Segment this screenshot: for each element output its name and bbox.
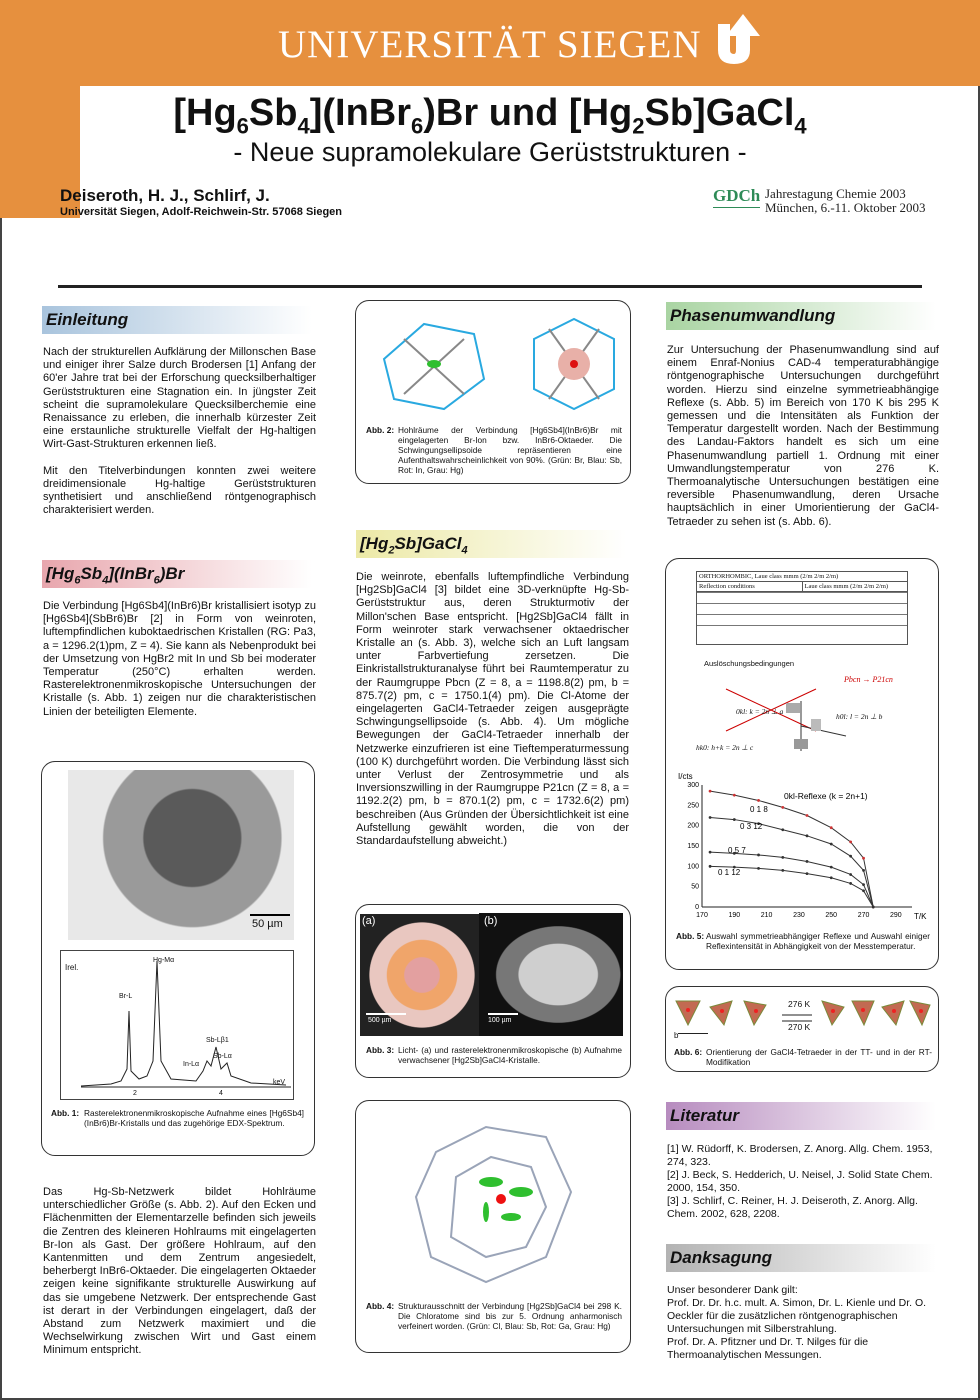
spectrum-unit: keV xyxy=(273,1079,286,1086)
abb1-caption: Rasterelektronenmikroskopische Aufnahme eines [Hg6Sb4](InBr6)Br-Kristalls und das zugehörige EDX-Spektrum. xyxy=(84,1108,304,1128)
data-point xyxy=(849,873,852,876)
group-change: Pbcn → P21cn xyxy=(844,675,893,684)
danksagung-line-3: Prof. Dr. A. Pfitzner und Dr. T. Nilges für die Thermoanalytischen Messungen. xyxy=(667,1336,869,1361)
y-tick-label: 150 xyxy=(687,843,699,850)
series-label: 0 1 12 xyxy=(718,868,741,877)
data-point xyxy=(830,876,833,879)
einleitung-text xyxy=(43,346,316,517)
figure-abb2 xyxy=(355,300,631,484)
condition-hk0: hk0: h+k = 2n ⊥ c xyxy=(696,743,754,752)
data-point xyxy=(830,843,833,846)
y-tick-label: 0 xyxy=(695,904,699,911)
chart-title: 0kl-Reflexe (k = 2n+1) xyxy=(784,791,868,801)
university-name: UNIVERSITÄT SIEGEN xyxy=(278,23,702,66)
y-tick-label: 50 xyxy=(691,883,699,891)
conference-info xyxy=(765,187,926,215)
data-point xyxy=(757,799,760,802)
data-point xyxy=(862,869,865,872)
poster-subtitle: - Neue supramolekulare Gerüststrukturen - xyxy=(233,137,747,167)
data-point xyxy=(781,856,784,859)
reflection-table xyxy=(696,571,908,645)
temp-up: 276 K xyxy=(788,999,811,1009)
x-tick-label: 270 xyxy=(857,912,870,919)
data-point xyxy=(781,828,784,831)
y-axis-label: I/cts xyxy=(678,772,693,781)
b-axis-arrow xyxy=(678,1033,708,1034)
x-tick-label: 250 xyxy=(825,912,838,919)
data-point xyxy=(830,826,833,829)
university-logo-icon xyxy=(712,10,774,68)
data-point xyxy=(806,860,809,863)
spectrum-ylabel: Irel. xyxy=(65,963,79,972)
reference-3: [3] J. Schlirf, C. Reiner, H. J. Deiseroth, Z. Anorg. Allg. Chem. 2002, 628, 2208. xyxy=(667,1195,918,1220)
peak-sb-lb1: Sb-Lβ1 xyxy=(206,1037,229,1044)
data-point xyxy=(830,866,833,869)
scale-label-b: 100 µm xyxy=(488,1017,512,1024)
tick-4: 4 xyxy=(219,1090,223,1097)
gdch-underline xyxy=(713,207,760,208)
y-tick-label: 100 xyxy=(687,863,699,871)
figure-abb1 xyxy=(41,761,315,1156)
tick-2: 2 xyxy=(133,1090,137,1097)
intensity-chart xyxy=(674,767,936,927)
cavity-structures xyxy=(364,309,624,419)
x-axis-label: T/K xyxy=(914,912,927,921)
data-point xyxy=(806,814,809,817)
data-point xyxy=(806,834,809,837)
abb3-label: Abb. 3: xyxy=(366,1045,395,1055)
abb2-label: Abb. 2: xyxy=(366,425,395,435)
y-tick-label: 200 xyxy=(687,822,699,830)
table-title: ORTHORHOMBIC, Laue class mmm (2/m 2/m 2/m) xyxy=(697,572,907,582)
data-point xyxy=(862,883,865,886)
conference-place-date: München, 6.-11. Oktober 2003 xyxy=(765,200,926,215)
abb4-label: Abb. 4: xyxy=(366,1301,395,1311)
data-point xyxy=(733,794,736,797)
structure-fragment xyxy=(396,1117,596,1287)
data-point xyxy=(849,841,852,844)
abb6-caption: Orientierung der GaCl4-Tetraeder in der TT- und in der RT-Modifikation xyxy=(706,1047,932,1067)
heading-einleitung: Einleitung xyxy=(42,306,312,334)
figure-abb3 xyxy=(355,904,631,1078)
data-point xyxy=(757,854,760,857)
danksagung-line-1: Unser besonderer Dank gilt: xyxy=(667,1284,798,1296)
scale-bar-b xyxy=(488,1013,518,1015)
series-label: 0 5 7 xyxy=(728,846,746,855)
figure-abb5 xyxy=(665,558,939,970)
header-rule xyxy=(58,285,922,288)
data-point xyxy=(709,790,712,793)
affiliation: Universität Siegen, Adolf-Reichwein-Str. 57068 Siegen xyxy=(60,206,343,218)
y-tick-label: 250 xyxy=(687,802,699,810)
scale-bar-a xyxy=(366,1013,406,1015)
scale-label-a: 500 µm xyxy=(368,1017,392,1024)
scale-bar xyxy=(250,914,290,916)
abb3-caption: Licht- (a) und rasterelektronenmikroskopische (b) Aufnahme verwachsener [Hg2Sb]GaCl4-Kristalle. xyxy=(398,1045,622,1065)
series-line xyxy=(710,818,873,907)
abb1-label: Abb. 1: xyxy=(51,1108,80,1118)
series-line xyxy=(710,852,873,907)
data-point xyxy=(781,806,784,809)
series-label: 0 3 12 xyxy=(740,822,763,831)
einleitung-paragraph-2: Mit den Titelverbindungen konnten zwei weitere dreidimensionale Hg-haltige Gerüststrukturen synthetisiert und anschließend röntgenographisch charakterisiert werden. xyxy=(43,464,316,517)
data-point xyxy=(806,872,809,875)
table-sub1: Reflection conditions xyxy=(697,582,803,591)
data-point xyxy=(709,816,712,819)
y-tick-label: 300 xyxy=(687,782,699,789)
danksagung-text xyxy=(667,1284,939,1362)
phase-text: Zur Untersuchung der Phasenumwandlung sind auf einem Enraf-Nonius CAD-4 temperaturabhängige röntgenographische Untersuchungen durchgeführt worden. Hierzu sind einzelne symmetrieabhängige Reflexe (s. Abb. 5) im Bereich von 170 K bis 295 K gemessen und die Intensitäten als Funktion der Temperatur dargestellt worden. Nach der Bestimmung des Landau-Faktors handelt es sich um eine Phasenumwandlung partiell 1. Ordnung mit einer Umwandlungstemperatur von 276 K. Thermoanalytische Untersuchungen bestätigen eine reversible Phasenumwandlung, deren Ursache hauptsächlich in einer Umorientierung der GaCl4-Tetraeder zu sehen ist (s. Abb. 6). xyxy=(667,344,939,528)
heading-phasenumwandlung: Phasenumwandlung xyxy=(666,302,936,330)
heading-danksagung: Danksagung xyxy=(666,1244,936,1272)
aus-label: Auslöschungsbedingungen xyxy=(704,659,795,668)
panel-b-label: (b) xyxy=(484,915,498,927)
b-axis-label: b xyxy=(674,1031,679,1040)
data-point xyxy=(781,869,784,872)
peak-br-l: Br-L xyxy=(119,993,133,1000)
x-tick-label: 170 xyxy=(696,912,708,919)
conference-name: Jahrestagung Chemie 2003 xyxy=(765,186,906,201)
figure-abb4 xyxy=(355,1100,631,1353)
abb5-caption: Auswahl symmetrieabhängiger Reflexe und Auswahl einiger Reflexintensität in Abhängigkeit von der Messtemperatur. xyxy=(706,931,930,951)
hg6sb4-text-2: Das Hg-Sb-Netzwerk bildet Hohlräume unterschiedlicher Größe (s. Abb. 2). Auf den Ecken und Flächenmitten der Elementarzelle befinden sich jeweils die Zentren des kleineren Hohlraums mit eingelagerten Br-Ion als Gast. Der größere Hohlraum, auf den Kantenmitten und dem Zentrum angesiedelt, beherbergt InBr6-Oktaeder. Die eingelagerten Oktaeder zeigen keine signifikante strukturelle Auswirkung auf das sie umgebene Netzwerk. Der entsprechende Gast ist derart in der Verbindungen eingelagert, daß der Abstand zum Netzwerk maximiert und die Wechselwirkung zwischen Wirt und Gast einem Minimum entspricht. xyxy=(43,1186,316,1357)
danksagung-line-2: Prof. Dr. Dr. h.c. mult. A. Simon, Dr. L. Kienle und Dr. O. Oeckler für die zusätzlichen röntgenographischen Untersuchungen mit Silberstrahlung. xyxy=(667,1297,927,1335)
data-point xyxy=(733,818,736,821)
series-label: 0 1 8 xyxy=(750,805,768,814)
peak-sb-la: Sb-Lα xyxy=(213,1053,232,1060)
gdch-logo: GDCh xyxy=(713,186,761,205)
reference-list xyxy=(667,1143,939,1221)
data-point xyxy=(849,882,852,885)
hg2sb-text: Die weinrote, ebenfalls luftempfindliche Verbindung [Hg2Sb]GaCl4 [3] bildet eine 3D-verknüpfte Hg-Sb-Gerüststruktur aus, deren Strukturmotiv der Millon'schen Base entspricht. [Hg2Sb]GaCl4 fällt in Form weinroter stark verwachsener oktaedrischer Kristalle an (s. Abb. 3), welche sich an Luft langsam unter Farbvertiefung zersetzen. Die Einkristallstrukturanalyse führt bei Raumtemperatur zu der Raumgruppe Pbcn (Z = 8, a = 1198.8(2) pm, b = 875.7(2) pm, c = 1750.1(4) pm). Die Cl-Atome der eingelagerten GaCl4-Tetraeder zeigen ausgeprägte Schwingungsellipsoide (s. Abb. 4). Um mögliche Bewegungen der GaCl4-Tetraeder innerhalb der Netzwerke einzufrieren ist eine Tieftemperaturmessung (100 K) durchgeführt worden. Die Verbindung lässt sich unter Verlust der Zentrosymmetrie und als Inversionszwilling in der Raumgruppe P21cn (Z = 8, a = 1192.2(2) pm, b = 870.1(2) pm, c = 1732.6(2) pm) beschreiben (Aus Gründen der Übersichtlichkeit ist eine Aufstellung gewählt worden, die von der Standardaufstellung abweicht.) xyxy=(356,571,629,848)
temp-down: 270 K xyxy=(788,1022,811,1032)
x-tick-label: 190 xyxy=(728,912,741,919)
data-point xyxy=(757,867,760,870)
heading-hg2sb: $[Hg_2Sb]GaCl_4$ xyxy=(356,530,626,558)
data-point xyxy=(849,855,852,858)
x-tick-label: 210 xyxy=(760,912,773,919)
panel-a-label: (a) xyxy=(362,915,376,927)
heading-literatur: Literatur xyxy=(666,1102,936,1130)
peak-in-la: In-Lα xyxy=(183,1061,200,1068)
abb4-caption: Strukturausschnitt der Verbindung [Hg2Sb]GaCl4 bei 298 K. Die Chloratome sind bis zur 5. Ordnung anharmonisch verfeinert worden. (Grün: Cl, Blau: Sb, Rot: Ga, Grau: Hg) xyxy=(398,1301,622,1331)
peak-hg-ma: Hg-Mα xyxy=(153,957,175,964)
table-body xyxy=(697,592,907,636)
abb6-label: Abb. 6: xyxy=(674,1047,703,1057)
einleitung-paragraph-1: Nach der strukturellen Aufklärung der Millonschen Base und einiger ihrer Salze durch Brodersen [1] Anfang der 60'er Jahre trat bei der Erforschung quecksilberhaltiger Gerüststrukturen eine Stagnation ein. In jüngster Zeit scheint die supramolekulare Quecksilberchemie eine Renaissance zu erleben, die innerhalb kürzester Zeit eine erstaunliche strukturelle Vielfalt der Hg-haltigen Wirt-Gast-Strukturen erkennen ließ. xyxy=(43,346,316,451)
data-point xyxy=(862,889,865,892)
data-point xyxy=(709,851,712,854)
data-point xyxy=(872,906,875,909)
reference-2: [2] J. Beck, S. Hedderich, U. Neisel, J. Solid State Chem. 2000, 154, 350. xyxy=(667,1169,933,1194)
poster-title: $[Hg_6Sb_4](InBr_6)Br$ und $[Hg_2Sb]GaCl_4$ xyxy=(173,92,807,139)
hg6sb4-text-1: Die Verbindung [Hg6Sb4](InBr6)Br kristallisiert isotyp zu [Hg6Sb4](SbBr6)Br [2] in Form von weinroten, luftempfindlichen kuboktaedrischen Kristallen (RG: Pa3, a = 1296.2(1)pm, Z = 4). Sie kann als Nebenprodukt bei der Umsetzung von HgBr2 mit In und Sb bei moderater Temperatur (250°C) erhalten werden. Rasterelektronenmikroskopische Untersuchungen der Kristalle (s. Abb. 1) zeigen nur die charakteristischen Linien der beteiligten Elemente. xyxy=(43,600,316,718)
reference-1: [1] W. Rüdorff, K. Brodersen, Z. Anorg. Allg. Chem. 1953, 274, 323. xyxy=(667,1143,933,1168)
table-sub2: Laue class mmm (2/m 2/m 2/m) xyxy=(804,583,889,590)
abb5-label: Abb. 5: xyxy=(676,931,705,941)
scale-label: 50 µm xyxy=(252,918,283,930)
x-tick-label: 230 xyxy=(793,912,805,919)
x-tick-label: 290 xyxy=(890,912,902,919)
data-point xyxy=(862,857,865,860)
abb2-caption: Hohlräume der Verbindung [Hg6Sb4](InBr6)Br mit eingelagerten Br-Ion bzw. InBr6-Oktaeder. Die Schwingungsellipsoide repräsentieren eine Aufenthaltswahrscheinlichkeit von 90%. (Grün: Br, Blau: Sb, Rot: In, Grau: Hg) xyxy=(398,425,622,475)
heading-hg6sb4: $[Hg_6Sb_4](InBr_6)Br$ xyxy=(42,560,312,588)
edx-spectrum xyxy=(60,950,294,1100)
data-point xyxy=(709,865,712,868)
condition-0kl: 0kl: k = 2n ⊥ a xyxy=(736,707,784,716)
edx-curve xyxy=(61,951,293,1099)
figure-abb6 xyxy=(665,986,939,1072)
condition-h0l: h0l: l = 2n ⊥ b xyxy=(836,712,883,721)
authors: Deiseroth, H. J., Schlirf, J. xyxy=(60,186,270,205)
